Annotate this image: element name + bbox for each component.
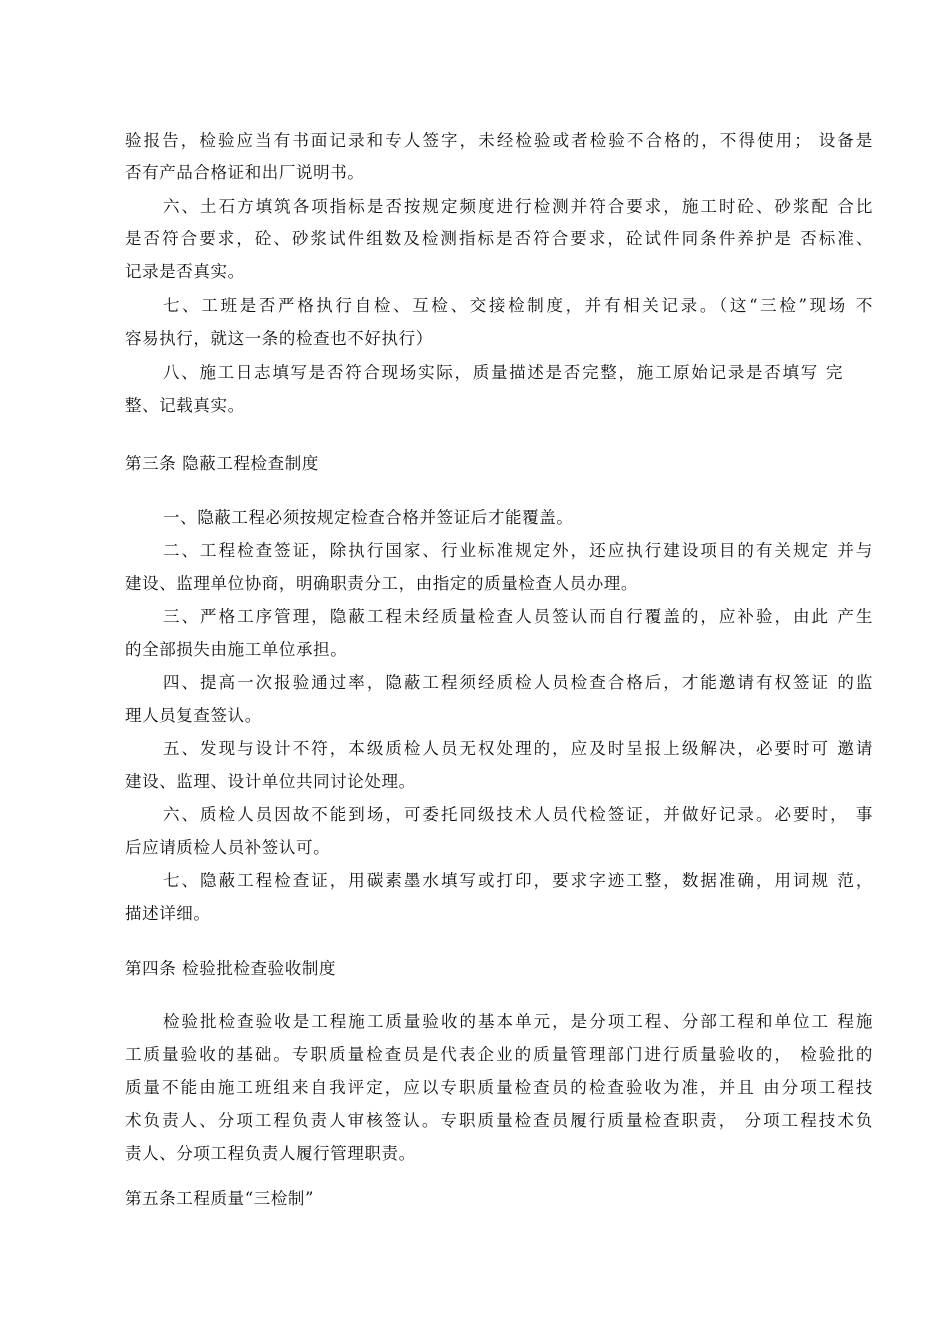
text-line: 工质量验收的基础。专职质量检查员是代表企业的质量管理部门进行质量验收的， 检验批的 <box>125 1045 873 1064</box>
section-heading: 第三条 隐蔽工程检查制度 <box>125 454 319 473</box>
text-line: 验报告，检验应当有书面记录和专人签字，未经检验或者检验不合格的，不得使用； 设备是 <box>125 131 873 150</box>
text-line: 是否符合要求，砼、砂浆试件组数及检测指标是否符合要求，砼试件同条件养护是 否标准、 <box>125 229 873 248</box>
paragraph-start-line: 四、提高一次报验通过率，隐蔽工程须经质检人员检查合格后，才能邀请有权签证 的监 <box>163 673 873 692</box>
text-line: 描述详细。 <box>125 904 211 923</box>
text-line: 责人、分项工程负责人履行管理职责。 <box>125 1144 416 1163</box>
section-heading: 第四条 检验批检查验收制度 <box>125 959 337 978</box>
text-line: 整、记载真实。 <box>125 396 245 415</box>
paragraph-start-line: 五、发现与设计不符，本级质检人员无权处理的，应及时呈报上级解决，必要时可 邀请 <box>163 739 873 758</box>
text-line: 质量不能由施工班组来自我评定，应以专职质量检查员的检查验收为准，并且 由分项工程技 <box>125 1078 873 1097</box>
section-heading: 第五条工程质量“三检制” <box>125 1189 315 1208</box>
paragraph-line: 一、隐蔽工程必须按规定检查合格并签证后才能覆盖。 <box>163 508 574 527</box>
text-line: 的全部损失由施工单位承担。 <box>125 640 348 659</box>
paragraph-start-line: 七、工班是否严格执行自检、互检、交接检制度，并有相关记录。（这“三检”现场 不 <box>163 296 873 315</box>
text-line: 建设、监理、设计单位共同讨论处理。 <box>125 772 416 791</box>
paragraph-start-line: 六、质检人员因故不能到场，可委托同级技术人员代检签证，并做好记录。必要时， 事 <box>163 805 873 824</box>
text-line: 后应请质检人员补签认可。 <box>125 838 331 857</box>
paragraph-start-line: 二、工程检查签证，除执行国家、行业标准规定外，还应执行建设项目的有关规定 并与 <box>163 541 873 560</box>
text-line: 建设、监理单位协商，明确职责分工，由指定的质量检查人员办理。 <box>125 574 638 593</box>
text-line: 否有产品合格证和出厂说明书。 <box>125 163 365 182</box>
paragraph-start-line: 七、隐蔽工程检查证，用碳素墨水填写或打印，要求字迹工整，数据准确，用词规 范， <box>163 871 873 890</box>
paragraph-start-line: 三、严格工序管理，隐蔽工程未经质量检查人员签认而自行覆盖的，应补验，由此 产生 <box>163 607 873 626</box>
text-line: 理人员复查签认。 <box>125 706 262 725</box>
paragraph-start-line: 六、土石方填筑各项指标是否按规定频度进行检测并符合要求，施工时砼、砂浆配 合比 <box>163 197 873 216</box>
text-line: 容易执行，就这一条的检查也不好执行） <box>125 329 433 348</box>
paragraph-start-line: 八、施工日志填写是否符合现场实际，质量描述是否完整，施工原始记录是否填写 完 <box>163 363 843 382</box>
text-line: 术负责人、分项工程负责人审核签认。专职质量检查员履行质量检查职责， 分项工程技术负 <box>125 1111 873 1130</box>
paragraph-start-line: 检验批检查验收是工程施工质量验收的基本单元，是分项工程、分部工程和单位工 程施 <box>163 1012 873 1031</box>
text-line: 记录是否真实。 <box>125 262 245 281</box>
